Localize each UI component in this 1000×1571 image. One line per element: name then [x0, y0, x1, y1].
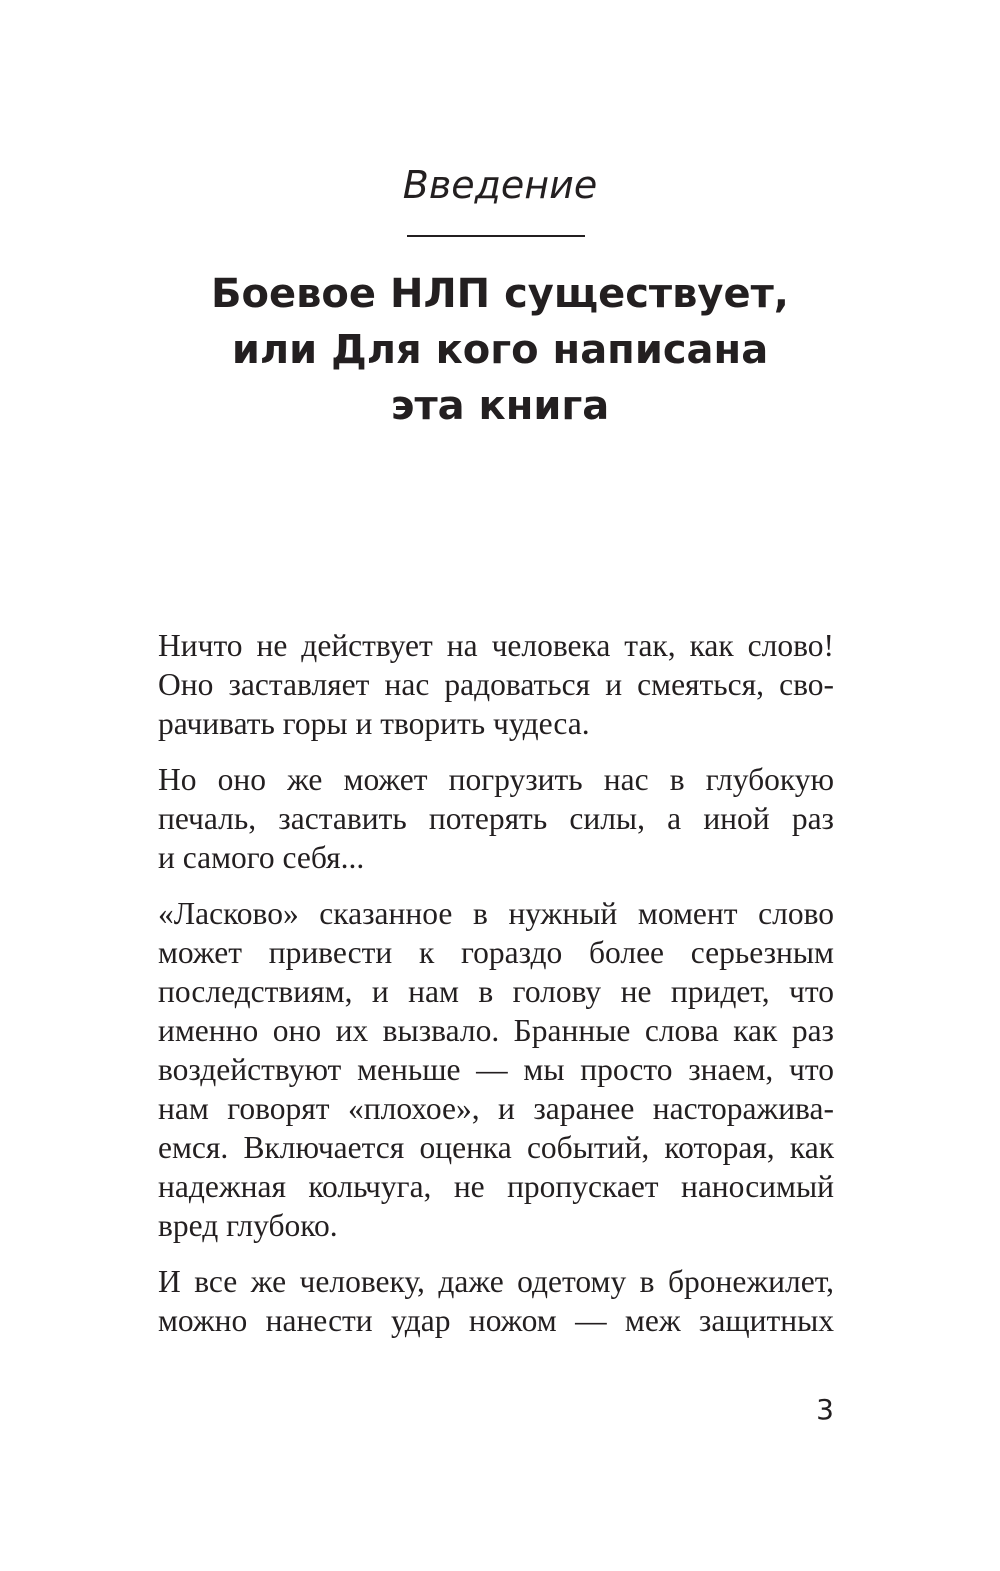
text-line: «Ласково» сказанное в нужный момент слово	[158, 896, 834, 931]
text-line: именно оно их вызвало. Бранные слова как раз	[158, 1013, 834, 1048]
text-line: Оно заставляет нас радоваться и смеяться, сво-	[158, 667, 834, 702]
text-line: и самого себя...	[158, 840, 365, 875]
text-line: можно нанести удар ножом — меж защитных	[158, 1303, 834, 1338]
chapter-title-line: эта книга	[390, 383, 610, 429]
text-line: последствиям, и нам в голову не придет, что	[158, 974, 834, 1009]
chapter-title	[150, 266, 850, 434]
text-line: надежная кольчуга, не пропускает наносимый	[158, 1169, 834, 1204]
paragraph	[158, 760, 834, 877]
text-line: может привести к гораздо более серьезным	[158, 935, 834, 970]
paragraph	[158, 1262, 834, 1340]
chapter-title-line: Боевое НЛП существует,	[211, 271, 789, 317]
body-text	[158, 626, 834, 1357]
text-line: И все же человеку, даже одетому в бронежилет,	[158, 1264, 834, 1299]
paragraph	[158, 626, 834, 743]
text-line: Но оно же может погрузить нас в глубокую	[158, 762, 834, 797]
text-line: рачивать горы и творить чудеса.	[158, 706, 590, 741]
text-line: Ничто не действует на человека так, как слово!	[158, 628, 834, 663]
text-line: воздействуют меньше — мы просто знаем, что	[158, 1052, 834, 1087]
text-line: емся. Включается оценка событий, которая, как	[158, 1130, 834, 1165]
section-label: Введение	[402, 163, 598, 207]
chapter-title-line: или Для кого написана	[231, 327, 769, 373]
text-line: вред глубоко.	[158, 1208, 338, 1243]
paragraph	[158, 894, 834, 1245]
title-divider	[407, 235, 585, 237]
text-line: нам говорят «плохое», и заранее насторажива-	[158, 1091, 834, 1126]
page-number: 3	[816, 1393, 834, 1426]
text-line: печаль, заставить потерять силы, а иной раз	[158, 801, 834, 836]
